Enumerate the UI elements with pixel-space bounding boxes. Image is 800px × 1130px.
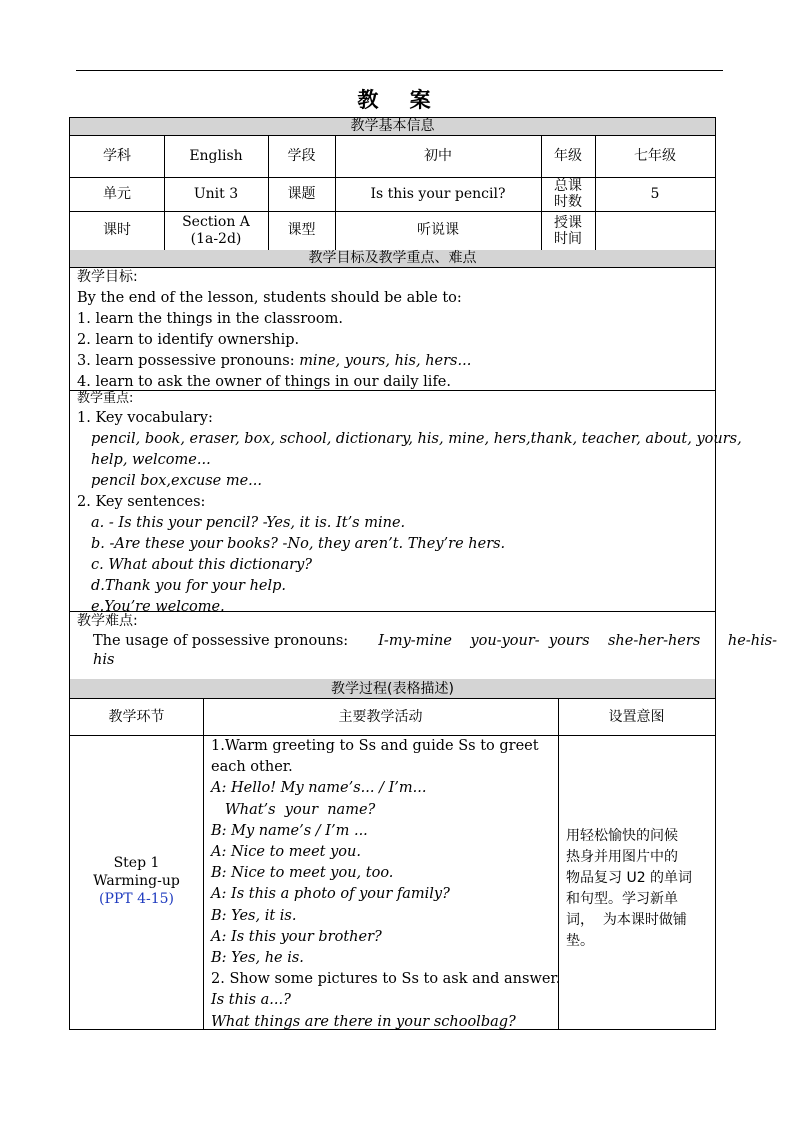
topic-label: 课题 xyxy=(287,185,316,202)
unit-value: Unit 3 xyxy=(193,185,239,202)
teaching-time-value xyxy=(595,211,715,250)
activity-line: B: Nice to meet you, too. xyxy=(211,865,394,882)
activity-line: A: Hello! My name’s... / I’m... xyxy=(211,780,427,797)
objective-item-text: 3. learn possessive pronouns: xyxy=(77,353,295,369)
key-sentence: a. - Is this your pencil? -Yes, it is. It’s mine. xyxy=(91,515,406,531)
total-hours-label-line1: 总课 xyxy=(554,178,582,194)
unit-label: 单元 xyxy=(103,185,131,202)
activity-line: B: Yes, it is. xyxy=(211,907,297,924)
teaching-time-label-line2: 时间 xyxy=(554,230,582,247)
document-title: 教 案 xyxy=(357,88,443,112)
intent-line: 用轻松愉快的问候 xyxy=(566,828,678,844)
grade-label: 年级 xyxy=(554,148,582,164)
vocab-line: pencil box,excuse me... xyxy=(91,473,263,489)
period-value-line1: Section A xyxy=(182,213,250,230)
activity-line: A: Nice to meet you. xyxy=(211,844,361,861)
stage-value: 初中 xyxy=(424,148,452,164)
vocab-line: pencil, book, eraser, box, school, dictionary, his, mine, hers,thank, teacher, about, yours, xyxy=(91,431,742,447)
activity-line: 1.Warm greeting to Ss and guide Ss to greet xyxy=(211,738,539,754)
objectives-intro: By the end of the lesson, students should be able to: xyxy=(77,290,462,306)
col-teaching-phase: 教学环节 xyxy=(108,708,165,725)
objective-item xyxy=(77,351,712,372)
key-points-section xyxy=(77,390,742,618)
total-hours-label xyxy=(541,177,595,211)
step-cell xyxy=(70,854,203,908)
topic-value: Is this your pencil? xyxy=(370,185,506,202)
sentences-title: 2. Key sentences: xyxy=(77,494,206,510)
goals-header: 教学目标及教学重点、难点 xyxy=(70,250,715,268)
objective-item-italic: mine, yours, his, hers... xyxy=(299,353,472,369)
period-value xyxy=(164,211,268,250)
grade-value: 七年级 xyxy=(634,148,676,164)
activity-line: B: Yes, he is. xyxy=(211,950,304,967)
vocab-title: 1. Key vocabulary: xyxy=(77,410,213,426)
teaching-time-label xyxy=(541,211,595,250)
difficulty-line xyxy=(77,632,778,650)
activities-cell xyxy=(211,736,561,1033)
activity-line: Is this a...? xyxy=(211,992,291,1009)
total-hours-value: 5 xyxy=(650,185,660,202)
activity-line: B: My name’s / I’m ... xyxy=(211,822,368,839)
objective-item: 1. learn the things in the classroom. xyxy=(77,311,343,327)
difficulty-label: 教学难点: xyxy=(77,613,138,629)
type-label: 课型 xyxy=(287,222,316,238)
basic-info-header: 教学基本信息 xyxy=(70,118,715,136)
period-label: 课时 xyxy=(103,222,131,238)
step-ppt-ref: (PPT 4-15) xyxy=(98,891,174,907)
intent-cell xyxy=(566,826,712,952)
top-rule xyxy=(76,70,723,71)
intent-line: 垫。 xyxy=(566,933,594,949)
step-title: Warming-up xyxy=(93,873,180,889)
difficulty-pronouns-cont: his xyxy=(93,652,115,668)
activity-line: each other. xyxy=(211,759,293,776)
stage-label: 学段 xyxy=(287,148,316,164)
col-main-activities: 主要教学活动 xyxy=(338,708,423,725)
vocab-line: help, welcome... xyxy=(91,452,211,468)
col-intent: 设置意图 xyxy=(608,708,665,725)
key-sentence: b. -Are these your books? -No, they aren’t. They’re hers. xyxy=(91,536,506,552)
difficulty-pronouns: I-my-mine you-your- yours she-her-hers he-his- xyxy=(378,633,778,649)
intent-line: 物品复习 U2 的单词 xyxy=(566,870,693,886)
lesson-plan-table xyxy=(69,117,778,1030)
type-value: 听说课 xyxy=(417,222,459,238)
difficulty-section xyxy=(77,611,778,670)
activity-line: What things are there in your schoolbag? xyxy=(211,1013,516,1030)
activity-line: 2. Show some pictures to Ss to ask and answer. xyxy=(211,971,561,988)
intent-line: 词， 为本课时做铺 xyxy=(566,912,687,928)
step-number: Step 1 xyxy=(113,855,160,871)
period-value-line2: (1a-2d) xyxy=(190,230,242,247)
intent-line: 和句型。学习新单 xyxy=(566,891,678,907)
objective-item: 2. learn to identify ownership. xyxy=(77,332,300,348)
process-header: 教学过程(表格描述) xyxy=(70,679,715,699)
key-sentence: e.You’re welcome. xyxy=(91,599,225,615)
intent-line: 热身并用图片中的 xyxy=(566,849,678,865)
key-sentence: d.Thank you for your help. xyxy=(91,578,287,594)
key-sentence: c. What about this dictionary? xyxy=(91,557,313,573)
objectives-section xyxy=(77,267,712,393)
objectives-label: 教学目标: xyxy=(77,269,138,285)
activity-line: A: Is this a photo of your family? xyxy=(211,886,450,903)
subject-label: 学科 xyxy=(103,148,131,164)
teaching-time-label-line1: 授课 xyxy=(554,214,582,231)
total-hours-label-line2: 时数 xyxy=(554,194,582,210)
key-points-label: 教学重点: xyxy=(77,391,134,406)
activity-line: What’s your name? xyxy=(211,801,376,818)
subject-value: English xyxy=(189,148,243,164)
difficulty-text: The usage of possessive pronouns: xyxy=(93,633,349,649)
activity-line: A: Is this your brother? xyxy=(211,928,382,945)
col-divider xyxy=(203,699,204,1030)
objective-item: 4. learn to ask the owner of things in our daily life. xyxy=(77,374,451,390)
